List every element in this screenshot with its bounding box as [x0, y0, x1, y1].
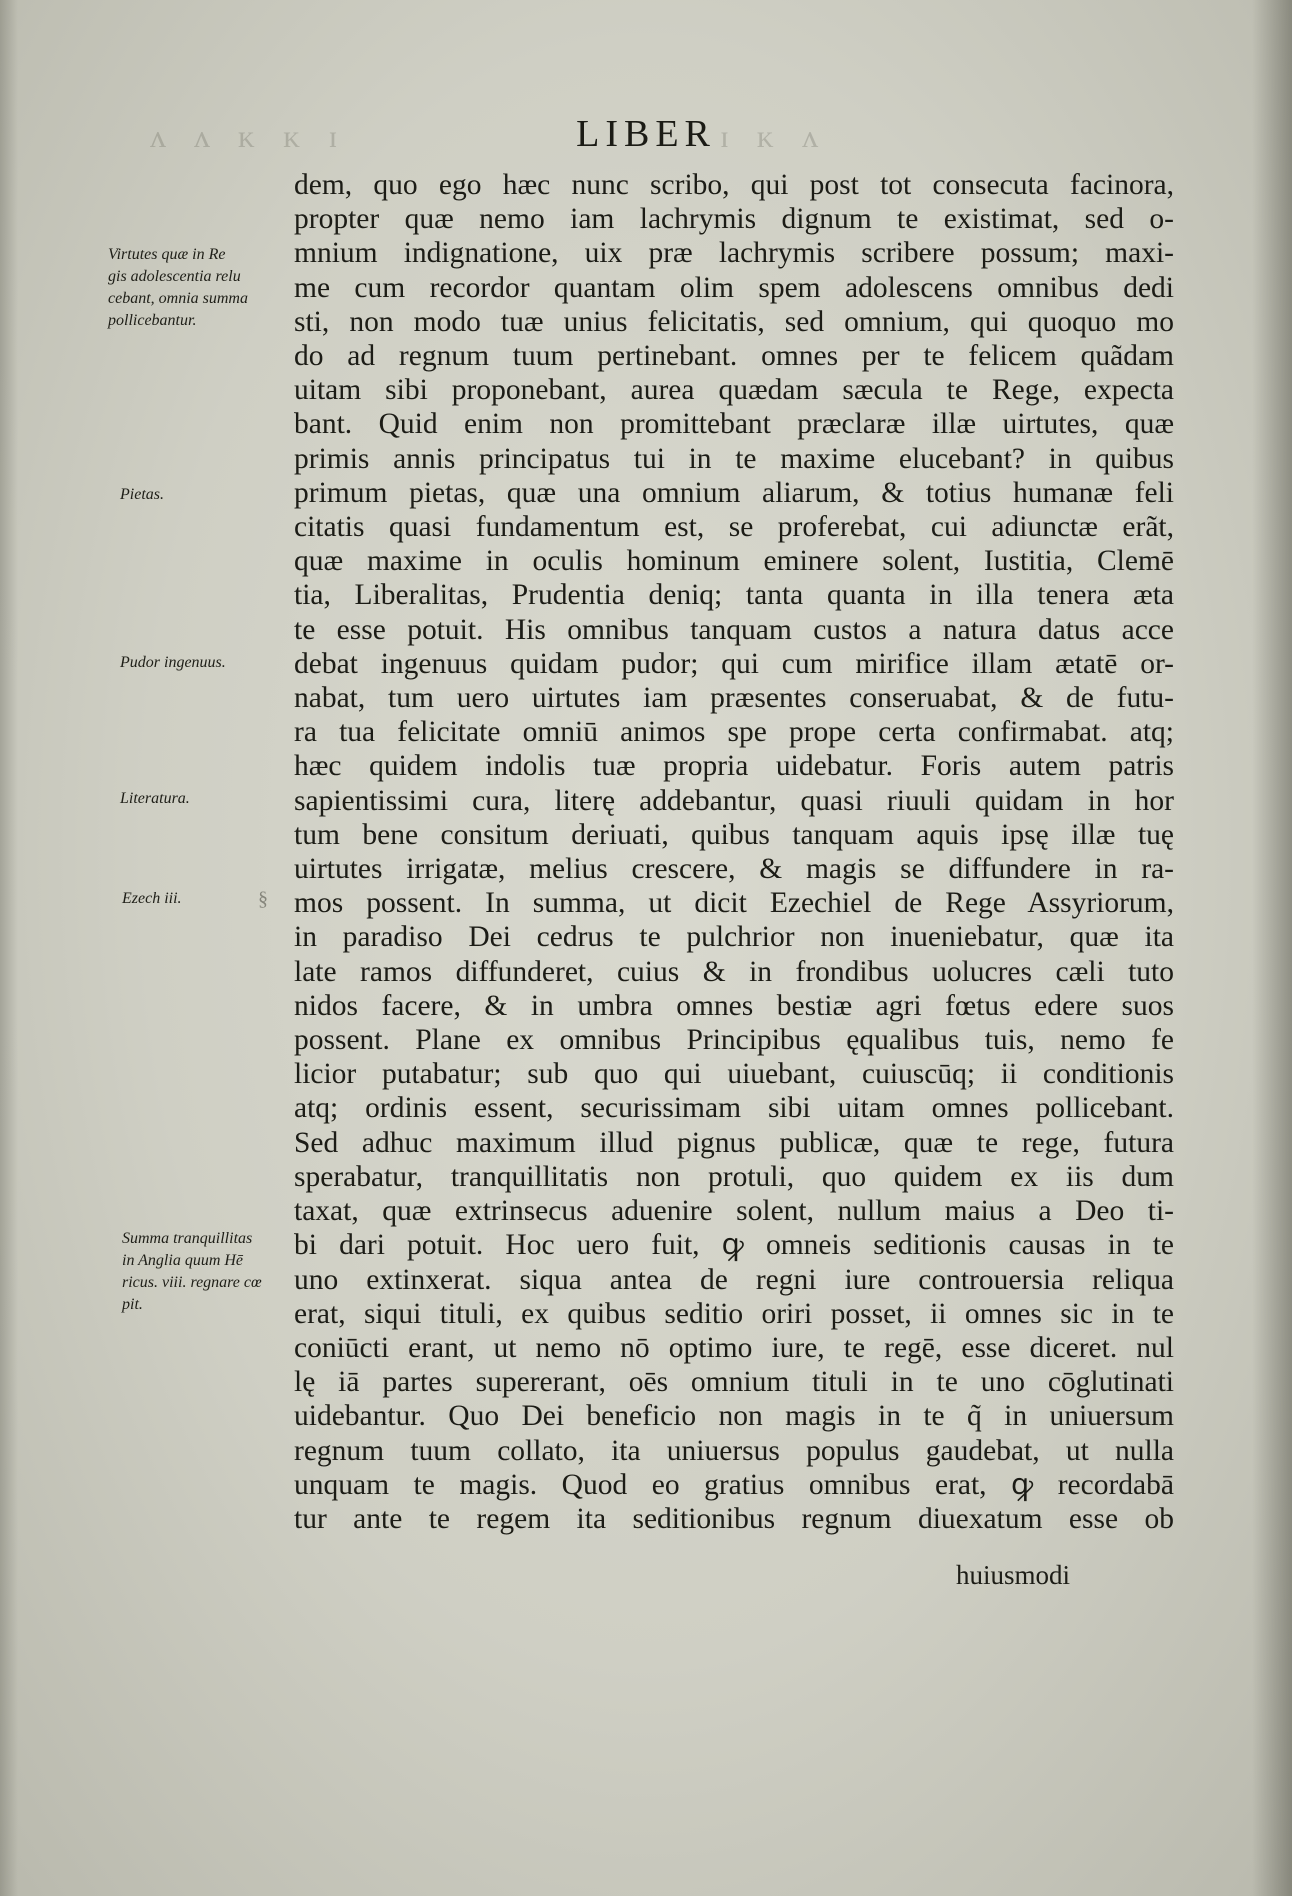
text-line: citatis quasi fundamentum est, se proferebat, cui adiunctæ erãt,: [294, 511, 1174, 544]
text-line: debat ingenuus quidam pudor; qui cum mirifice illam ætatē or-: [294, 647, 1174, 680]
text-line: nabat, tum uero uirtutes iam præsentes conseruabat, & de futu-: [294, 682, 1174, 715]
marginal-line: gis adolescentia relu: [108, 268, 241, 285]
text-line: lę iā partes supererant, oēs omnium tituli in te uno cōglutinati: [294, 1366, 1174, 1399]
text-line: tia, Liberalitas, Prudentia deniq; tanta quanta in illa tenera æta: [294, 579, 1174, 612]
text-line: ra tua felicitate omniū animos spe prope certa confirmabat. atq;: [294, 716, 1174, 749]
marginal-line: pollicebantur.: [108, 312, 197, 329]
marginal-line: ricus. viii. regnare cœ: [122, 1274, 262, 1291]
text-line: nidos facere, & in umbra omnes bestiæ agri fœtus edere suos: [294, 989, 1174, 1022]
marginal-line: cebant, omnia summa: [108, 290, 248, 307]
show-through-left: ᴧ ᴧ ᴋ ᴋ ɪ: [150, 118, 348, 154]
text-line: me cum recordor quantam olim spem adolescens omnibus dedi: [294, 271, 1174, 304]
marginal-line: Virtutes quæ in Re: [108, 246, 226, 263]
text-line: sti, non modo tuæ unius felicitatis, sed omnium, qui quoquo mo: [294, 305, 1174, 338]
text-line: do ad regnum tuum pertinebant. omnes per te felicem quãdam: [294, 340, 1174, 373]
marginal-note-summa: [122, 1228, 262, 1316]
text-line: sapientissimi cura, literę addebantur, quasi riuuli quidam in hor: [294, 784, 1174, 817]
text-line: possent. Plane ex omnibus Principibus ęqualibus tuis, nemo fe: [294, 1024, 1174, 1057]
text-line: primis annis principatus tui in te maxime elucebant? in quibus: [294, 442, 1174, 475]
page-gutter-shadow: [1252, 0, 1292, 1896]
marginal-line: Pietas.: [120, 486, 164, 503]
marginal-note-virtutes: [108, 244, 248, 332]
text-line: late ramos diffunderet, cuius & in frondibus uolucres cæli tuto: [294, 955, 1174, 988]
marginal-line: Literatura.: [120, 790, 190, 807]
marginal-line: Pudor ingenuus.: [120, 654, 226, 671]
marginal-line: Summa tranquillitas: [122, 1230, 253, 1247]
marginal-line: Ezech iii.: [122, 890, 182, 907]
marginal-note-ezech: [122, 888, 182, 910]
text-line: coniūcti erant, ut nemo nō optimo iure, te regē, esse diceret. nul: [294, 1331, 1174, 1364]
text-line: in paradiso Dei cedrus te pulchrior non inueniebatur, quæ ita: [294, 921, 1174, 954]
printer-mark: §: [258, 888, 268, 910]
text-line: mos possent. In summa, ut dicit Ezechiel de Rege Assyriorum,: [294, 887, 1174, 920]
text-line: licior putabatur; sub quo qui uiuebant, cuiuscūq; ii conditionis: [294, 1058, 1174, 1091]
text-line: Sed adhuc maximum illud pignus publicæ, quæ te rege, futura: [294, 1126, 1174, 1159]
marginal-line: in Anglia quum Hē: [122, 1252, 244, 1269]
text-line: sperabatur, tranquillitatis non protuli, quo quidem ex iis dum: [294, 1160, 1174, 1193]
text-line: uidebantur. Quo Dei beneficio non magis in te q̃ in uniuersum: [294, 1400, 1174, 1433]
running-title: LIBER: [576, 113, 716, 155]
text-line: quæ maxime in oculis hominum eminere solent, Iustitia, Clemē: [294, 545, 1174, 578]
marginal-line: pit.: [122, 1296, 143, 1313]
text-line: propter quæ nemo iam lachrymis dignum te existimat, sed o-: [294, 203, 1174, 236]
text-line: tur ante te regem ita seditionibus regnum diuexatum esse ob: [294, 1502, 1174, 1535]
catchword: huiusmodi: [956, 1560, 1071, 1590]
text-line: uitam sibi proponebant, aurea quædam sæcula te Rege, expecta: [294, 374, 1174, 407]
text-line: bi dari potuit. Hoc uero fuit, ꝙ omneis seditionis causas in te: [294, 1229, 1174, 1262]
text-line: bant. Quid enim non promittebant præclaræ illæ uirtutes, quæ: [294, 408, 1174, 441]
text-line: erat, siqui tituli, ex quibus seditio oriri posset, ii omnes sic in te: [294, 1297, 1174, 1330]
text-line: regnum tuum collato, ita uniuersus populus gaudebat, ut nulla: [294, 1434, 1174, 1467]
marginal-note-pietas: [120, 484, 164, 506]
marginal-note-literatura: [120, 788, 190, 810]
text-line: tum bene consitum deriuati, quibus tanquam aquis ipsę illæ tuę: [294, 818, 1174, 851]
marginal-note-pudor: [120, 652, 226, 674]
text-line: uno extinxerat. siqua antea de regni iure controuersia reliqua: [294, 1263, 1174, 1296]
text-line: primum pietas, quæ una omnium aliarum, & totius humanæ feli: [294, 476, 1174, 509]
text-line: hæc quidem indolis tuæ propria uidebatur. Foris autem patris: [294, 750, 1174, 783]
text-line: taxat, quæ extrinsecus aduenire solent, nullum maius a Deo ti-: [294, 1195, 1174, 1228]
body-text: [294, 168, 1174, 1536]
show-through-right: ɪ ᴋ ᴧ: [720, 118, 829, 154]
text-line: atq; ordinis essent, securissimam sibi uitam omnes pollicebant.: [294, 1092, 1174, 1125]
text-line: unquam te magis. Quod eo gratius omnibus erat, ꝙ recordabā: [294, 1468, 1174, 1501]
text-line: te esse potuit. His omnibus tanquam custos a natura datus acce: [294, 613, 1174, 646]
text-line: uirtutes irrigatæ, melius crescere, & magis se diffundere in ra-: [294, 853, 1174, 886]
text-line: mnium indignatione, uix præ lachrymis scribere possum; maxi-: [294, 237, 1174, 270]
page-left-edge-shadow: [0, 0, 18, 1896]
text-line: dem, quo ego hæc nunc scribo, qui post tot consecuta facinora,: [294, 169, 1174, 201]
